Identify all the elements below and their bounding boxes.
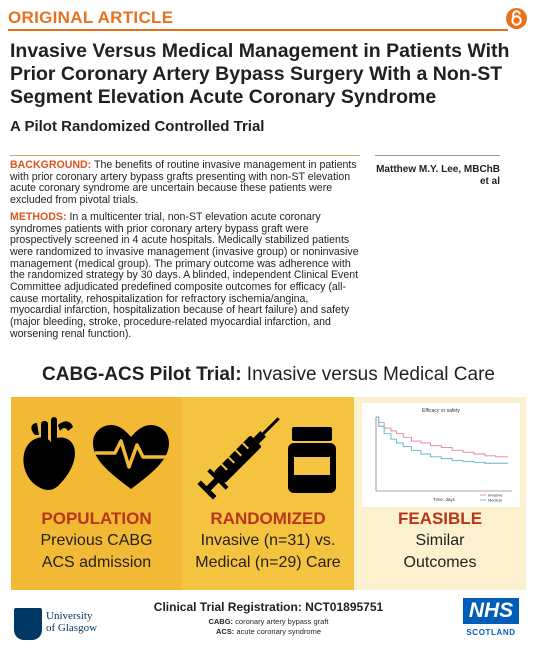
university-name-line-1: University bbox=[46, 610, 93, 622]
abbreviation-cabg-text: coronary artery bypass graft bbox=[233, 617, 329, 626]
trial-registration: Clinical Trial Registration: NCT01895751 bbox=[153, 600, 384, 614]
abbreviation-acs-text: acute coronary syndrome bbox=[234, 627, 322, 636]
feasible-line-1: Similar bbox=[415, 532, 465, 549]
visual-abstract-title-rest: Invasive versus Medical Care bbox=[241, 364, 495, 385]
heart-rate-icon bbox=[93, 425, 169, 489]
heart-anatomy-icon bbox=[23, 417, 75, 490]
methods-heading: METHODS: bbox=[10, 210, 67, 223]
x-axis-label: Time, days bbox=[433, 497, 455, 502]
feasible-line-2: Outcomes bbox=[403, 554, 477, 571]
abbreviation-acs bbox=[0, 627, 537, 636]
randomized-panel bbox=[182, 397, 354, 590]
abstract-background bbox=[10, 160, 360, 207]
randomized-line-1: Invasive (n=31) vs. bbox=[200, 532, 336, 549]
syringe-icon bbox=[196, 409, 288, 501]
survival-curve-icon bbox=[362, 403, 520, 507]
abstract-methods bbox=[10, 212, 360, 341]
abbreviation-cabg bbox=[0, 617, 537, 626]
open-access-icon bbox=[506, 8, 527, 29]
population-line-2: ACS admission bbox=[41, 554, 152, 571]
author-byline: Matthew M.Y. Lee, MBChB et al bbox=[376, 164, 500, 187]
population-line-1: Previous CABG bbox=[40, 532, 153, 549]
nhs-sub-label: SCOTLAND bbox=[466, 628, 516, 637]
background-text: The benefits of routine invasive management in patients with prior coronary artery bypass grafts presenting with non-ST elevation acute coronary syndrome are uncertain because these patients were excluded from pivotal trials. bbox=[10, 159, 357, 207]
population-panel bbox=[11, 397, 182, 590]
feasible-panel bbox=[354, 397, 526, 590]
footer bbox=[0, 590, 537, 658]
article-header bbox=[8, 8, 527, 32]
plot-background bbox=[362, 403, 520, 507]
randomized-icons bbox=[182, 405, 354, 505]
feasible-heading: FEASIBLE bbox=[397, 509, 483, 528]
population-icons bbox=[11, 405, 182, 505]
article-title: Invasive Versus Medical Management in Patients With Prior Coronary Artery Bypass Surgery With a Non-ST Segment Elevation Acute Coronary Syndrome bbox=[10, 40, 510, 108]
methods-text: In a multicenter trial, non-ST elevation acute coronary syndromes patients with prior coronary artery bypass graft were prospectively screened in 4 acute hospitals. Medically stabilized patients were randomized to invasive management (invasive group) or noninvasive management (medical group). The primary outcome was adherence with the randomized strategy by 30 days. A blinded, independent Clinical Event Committee adjudicated predefined composite outcomes for efficacy (all-cause mortality, rehospitalization for refractory ischemia/angina, myocardial infarction, hospitalization because of heart failure) and safety (major bleeding, stroke, procedure-related myocardial infarction, and worsening renal function). bbox=[10, 210, 359, 340]
abbreviation-cabg-head: CABG: bbox=[208, 617, 234, 626]
randomized-heading: RANDOMIZED bbox=[210, 509, 326, 528]
visual-abstract-title bbox=[0, 364, 537, 386]
article-type-label: ORIGINAL ARTICLE bbox=[8, 8, 174, 27]
visual-abstract-title-bold: CABG-ACS Pilot Trial: bbox=[42, 364, 242, 385]
abstract-divider bbox=[10, 155, 360, 156]
abbreviation-acs-head: ACS: bbox=[215, 627, 235, 636]
article-subtitle: A Pilot Randomized Controlled Trial bbox=[10, 118, 265, 135]
population-heading: POPULATION bbox=[41, 509, 152, 528]
header-divider bbox=[8, 29, 508, 31]
author-divider bbox=[375, 155, 500, 156]
pill-bottle-icon bbox=[288, 427, 336, 493]
legend-label-invasive: Invasive bbox=[488, 492, 503, 498]
randomized-line-2: Medical (n=29) Care bbox=[195, 554, 341, 571]
nhs-label: NHS bbox=[463, 598, 519, 624]
background-heading: BACKGROUND: bbox=[10, 159, 92, 171]
abstract bbox=[10, 160, 360, 346]
chart-title: Efficacy or safety bbox=[422, 408, 460, 414]
nhs-scotland-logo bbox=[463, 598, 523, 644]
university-name-line-2: of Glasgow bbox=[46, 622, 98, 634]
legend-label-medical: Medical bbox=[488, 497, 502, 503]
